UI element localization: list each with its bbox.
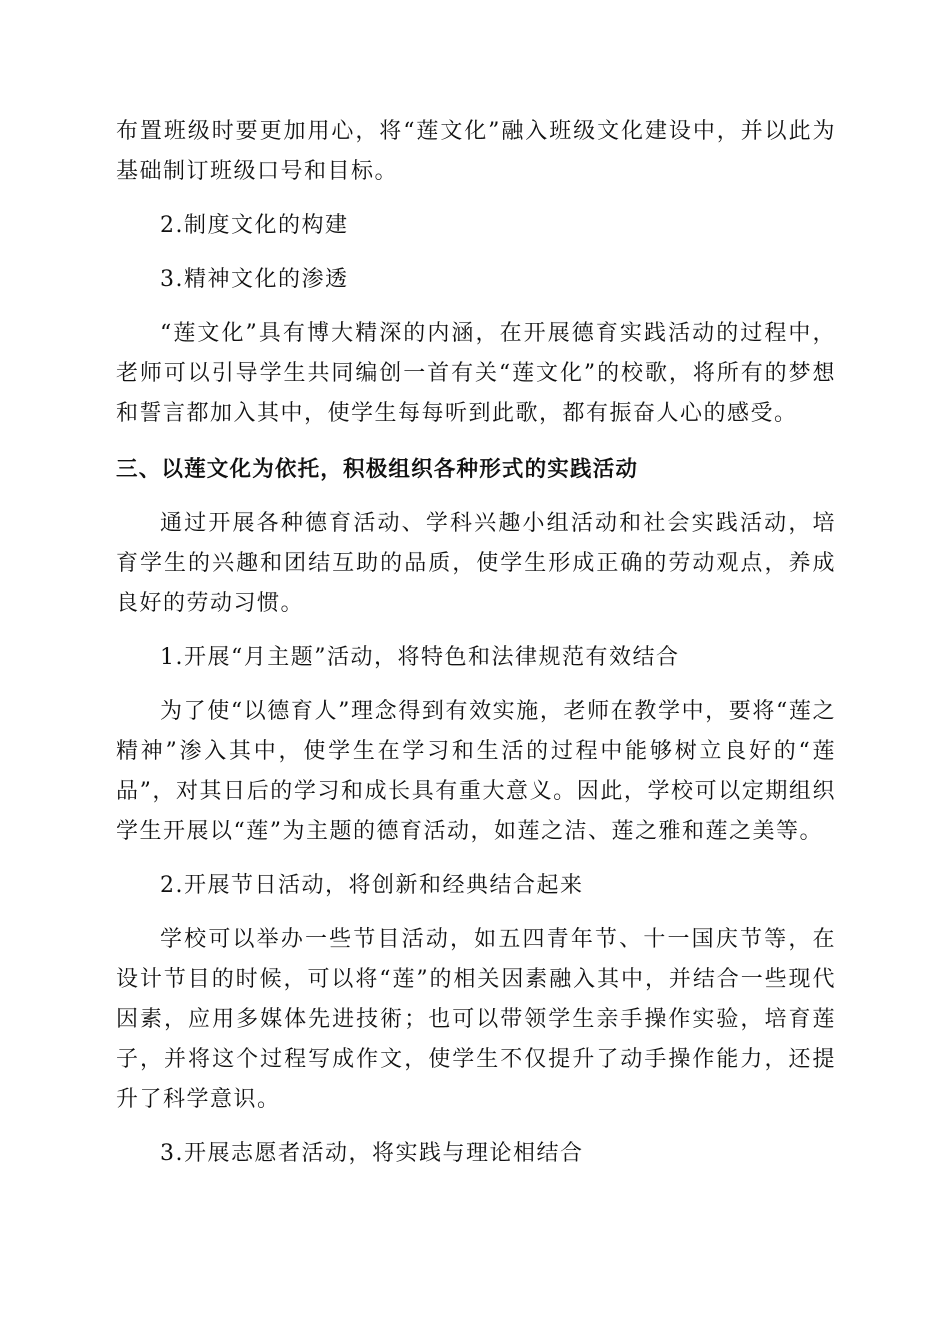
subheading-monthly-theme: 1.开展“月主题”活动，将特色和法律规范有效结合 — [160, 645, 680, 670]
section-heading-practice-activities: 三、以莲文化为依托，积极组织各种形式的实践活动 — [116, 457, 639, 482]
paragraph-class-layout: 布置班级时要更加用心，将“莲文化”融入班级文化建设中，并以此为基础制订班级口号和目标。 — [116, 119, 836, 184]
subheading-volunteer-activities: 3.开展志愿者活动，将实践与理论相结合 — [160, 1141, 584, 1166]
subheading-system-culture: 2.制度文化的构建 — [160, 213, 349, 238]
paragraph-festival-activities: 学校可以举办一些节目活动，如五四青年节、十一国庆节等，在设计节目的时候，可以将“莲”的相关因素融入其中，并结合一些现代因素，应用多媒体先进技術；也可以带领学生亲手操作实验，培育莲子，并将这个过程写成作文，使学生不仅提升了动手操作能力，还提升了科学意识。 — [116, 927, 836, 1112]
paragraph-school-song: “莲文化”具有博大精深的内涵，在开展德育实践活动的过程中，老师可以引导学生共同编创一首有关“莲文化”的校歌，将所有的梦想和誓言都加入其中，使学生每每听到此歌，都有振奋人心的感受。 — [116, 321, 836, 426]
subheading-festival-activities: 2.开展节日活动，将创新和经典结合起来 — [160, 873, 584, 898]
paragraph-activities-intro: 通过开展各种德育活动、学科兴趣小组活动和社会实践活动，培育学生的兴趣和团结互助的品质，使学生形成正确的劳动观点，养成良好的劳动习惯。 — [116, 511, 836, 616]
subheading-spirit-culture: 3.精神文化的渗透 — [160, 267, 349, 292]
document-body — [116, 112, 836, 1174]
paragraph-monthly-theme: 为了使“以德育人”理念得到有效实施，老师在教学中，要将“莲之精神”渗入其中，使学生在学习和生活的过程中能够树立良好的“莲品”，对其日后的学习和成长具有重大意义。因此，学校可以定期组织学生开展以“莲”为主题的德育活动，如莲之洁、莲之雅和莲之美等。 — [116, 699, 836, 844]
